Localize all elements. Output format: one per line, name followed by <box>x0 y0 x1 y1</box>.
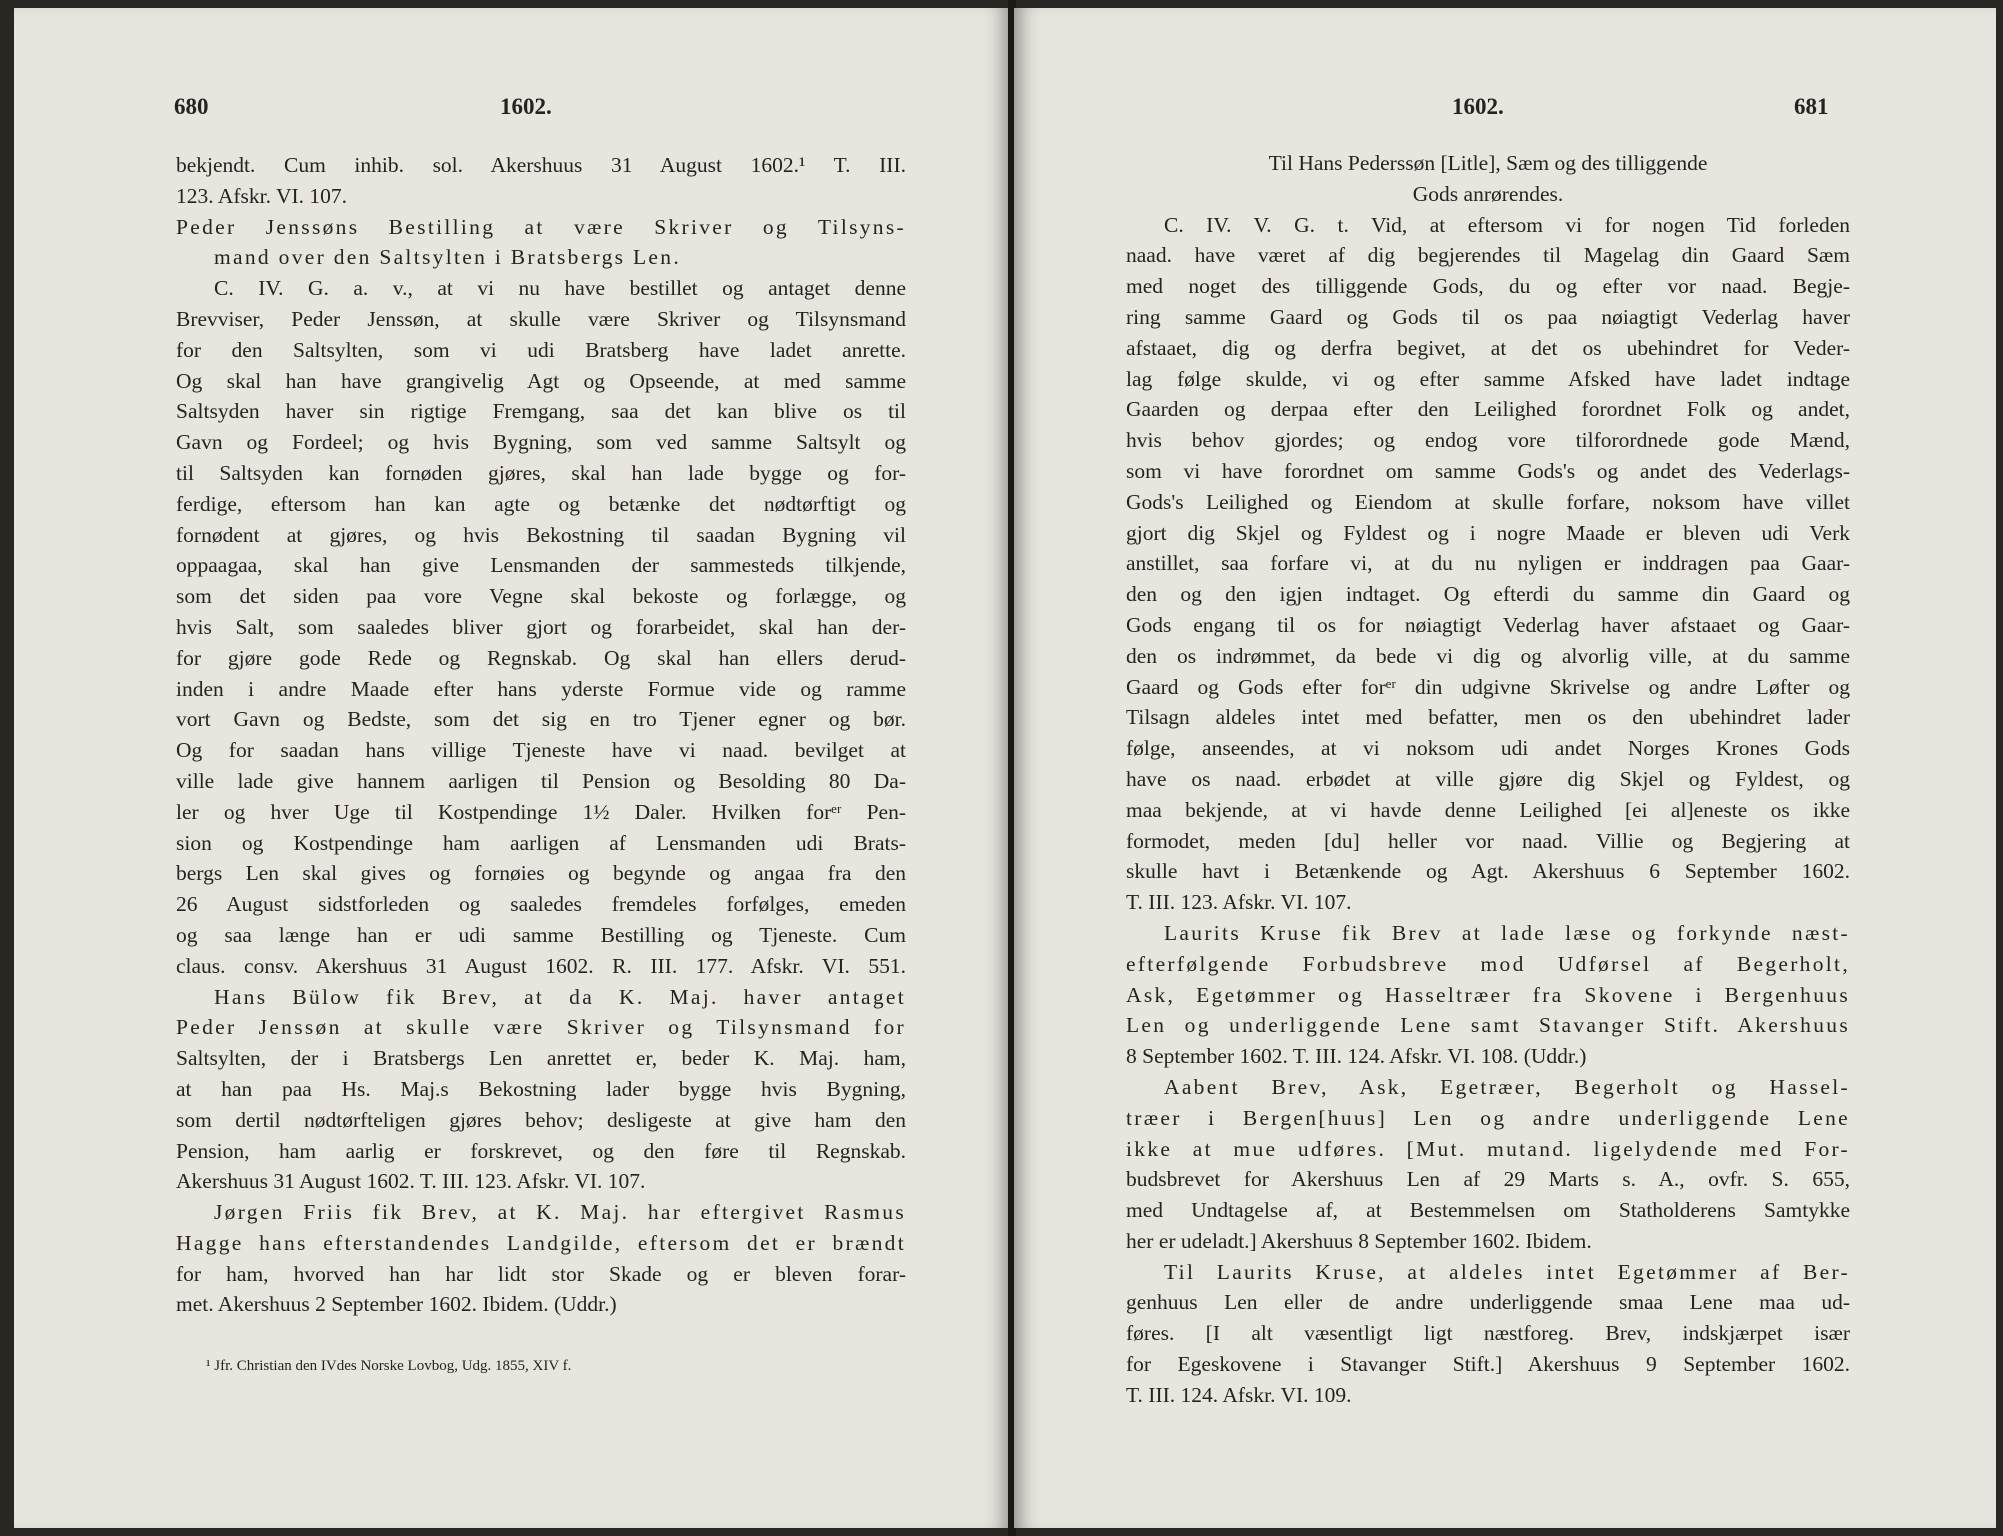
text-line: føres. [I alt væsentligt ligt næstforeg. Brev, indskjærpet især <box>1126 1321 1850 1346</box>
page-number: 681 <box>1794 94 1829 119</box>
text-line: Peder Jenssøns Bestilling at være Skriver og Tilsyns- <box>176 214 906 239</box>
page-number: 680 <box>174 94 209 119</box>
text-line: 8 September 1602. T. III. 124. Afskr. VI. 108. (Uddr.) <box>1126 1044 1587 1069</box>
text-line: naad. have været af dig begjerendes til Magelag din Gaard Sæm <box>1126 243 1850 268</box>
text-line: Len og underliggende Lene samt Stavanger Stift. Akershuus <box>1126 1013 1850 1038</box>
footnote: ¹ Jfr. Christian den IVdes Norske Lovbog, Udg. 1855, XIV f. <box>206 1358 572 1374</box>
text-line: Hagge hans efterstandendes Landgilde, eftersom det er brændt <box>176 1230 906 1255</box>
text-line: ferdige, eftersom han kan agte og betænke det nødtørftigt og <box>176 491 906 516</box>
text-line: oppaagaa, skal han give Lensmanden der sammesteds tilkjende, <box>176 553 906 578</box>
text-line: Akershuus 31 August 1602. T. III. 123. Afskr. VI. 107. <box>176 1169 646 1194</box>
text-line: genhuus Len eller de andre underliggende smaa Lene maa ud- <box>1126 1290 1850 1315</box>
text-line: Tilsagn aldeles intet med befatter, men os den ubehindret lader <box>1126 705 1850 730</box>
text-line: gjort dig Skjel og Fyldest og i nogre Maade er bleven udi Verk <box>1126 520 1850 545</box>
text-line: budsbrevet for Akershuus Len af 29 Marts s. A., ovfr. S. 655, <box>1126 1167 1850 1192</box>
text-line: Og skal han have grangivelig Agt og Opseende, at med samme <box>176 368 906 393</box>
text-line: for gjøre gode Rede og Regnskab. Og skal han ellers derud- <box>176 645 906 670</box>
right-page-text <box>1126 148 1850 1411</box>
text-line: vort Gavn og Bedste, som det sig en tro Tjener egner og bør. <box>176 707 906 732</box>
running-head: 1602. <box>1452 94 1504 119</box>
text-line: for ham, hvorved han har lidt stor Skade og er bleven forar- <box>176 1261 906 1286</box>
text-line: bergs Len skal gives og fornøies og begynde og angaa fra den <box>176 861 906 886</box>
text-line: Aabent Brev, Ask, Egetræer, Begerholt og Hassel- <box>1164 1074 1850 1099</box>
text-line: Gods anrørendes. <box>1412 181 1564 206</box>
text-line: Saltsyden haver sin rigtige Fremgang, saa det kan blive os til <box>176 399 906 424</box>
text-line: inden i andre Maade efter hans yderste Formue vide og ramme <box>176 676 906 701</box>
text-line: træer i Bergen[huus] Len og andre underliggende Lene <box>1126 1105 1850 1130</box>
text-line: Gods's Leilighed og Eiendom at skulle forfare, noksom have villet <box>1126 489 1850 514</box>
text-line: til Saltsyden kan fornøden gjøres, skal han lade bygge og for- <box>176 460 906 485</box>
text-line: at han paa Hs. Maj.s Bekostning lader bygge hvis Bygning, <box>176 1076 906 1101</box>
text-line: Gaarden og derpaa efter den Leilighed forordnet Folk og andet, <box>1126 397 1850 422</box>
text-line: den os indrømmet, da bede vi dig og alvorlig ville, at du samme <box>1126 643 1850 668</box>
text-line: Brevviser, Peder Jenssøn, at skulle være Skriver og Tilsynsmand <box>176 306 906 331</box>
text-line: Til Laurits Kruse, at aldeles intet Egetømmer af Ber- <box>1164 1259 1850 1284</box>
text-line: C. IV. G. a. v., at vi nu have bestillet og antaget denne <box>214 276 906 301</box>
text-line: som det siden paa vore Vegne skal bekoste og forlægge, og <box>176 584 906 609</box>
text-line: skulle havt i Betænkende og Agt. Akershuus 6 September 1602. <box>1126 859 1850 884</box>
text-line: Saltsylten, der i Bratsbergs Len anrettet er, beder K. Maj. ham, <box>176 1046 906 1071</box>
left-page-text <box>176 150 906 1320</box>
text-line: med Undtagelse af, at Bestemmelsen om Statholderens Samtykke <box>1126 1198 1850 1223</box>
text-line: efterfølgende Forbudsbreve mod Udførsel af Begerholt, <box>1126 951 1850 976</box>
text-line: 26 August sidstforleden og saaledes fremdeles forfølges, emeden <box>176 892 906 917</box>
text-line: maa bekjende, at vi havde denne Leilighed [ei al]eneste os ikke <box>1126 797 1850 822</box>
text-line: ikke at mue udføres. [Mut. mutand. ligelydende med For- <box>1126 1136 1850 1161</box>
text-line: Laurits Kruse fik Brev at lade læse og forkynde næst- <box>1164 920 1850 945</box>
text-line: som dertil nødtørfteligen gjøres behov; desligeste at give ham den <box>176 1107 906 1132</box>
text-line: 123. Afskr. VI. 107. <box>176 183 348 208</box>
running-head: 1602. <box>500 94 552 119</box>
text-line: formodet, meden [du] heller vor naad. Villie og Begjering at <box>1126 828 1850 853</box>
right-page <box>1014 8 1996 1528</box>
text-line: Gods engang til os for nøiagtigt Vederlag haver afstaaet og Gaar- <box>1126 612 1850 637</box>
text-line: bekjendt. Cum inhib. sol. Akershuus 31 August 1602.¹ T. III. <box>176 153 906 177</box>
text-line: have os naad. erbødet at ville gjøre dig Skjel og Fyldest, og <box>1126 766 1850 791</box>
text-line: Hans Bülow fik Brev, at da K. Maj. haver antaget <box>214 984 906 1009</box>
text-line: T. III. 123. Afskr. VI. 107. <box>1126 890 1352 915</box>
text-line: Gavn og Fordeel; og hvis Bygning, som ved samme Saltsylt og <box>176 430 906 455</box>
text-line: med noget des tilliggende Gods, du og efter vor naad. Begje- <box>1126 274 1850 299</box>
text-line: fornødent at gjøres, og hvis Bekostning til saadan Bygning vil <box>176 522 906 547</box>
text-line: sion og Kostpendinge ham aarligen af Lensmanden udi Brats- <box>176 830 906 855</box>
text-line: som vi have forordnet om samme Gods's og andet des Vederlags- <box>1126 458 1850 483</box>
text-line: her er udeladt.] Akershuus 8 September 1602. Ibidem. <box>1126 1228 1592 1253</box>
text-line: T. III. 124. Afskr. VI. 109. <box>1126 1382 1352 1407</box>
text-line: for den Saltsylten, som vi udi Bratsberg have ladet anrette. <box>176 337 906 362</box>
text-line: mand over den Saltsylten i Bratsbergs Len. <box>214 245 682 270</box>
text-line: anstillet, saa forfare vi, at du nu nyligen er inddragen paa Gaar- <box>1126 551 1850 576</box>
text-line: C. IV. V. G. t. Vid, at eftersom vi for nogen Tid forleden <box>1164 212 1850 237</box>
text-line: den og den igjen indtaget. Og efterdi du samme din Gaard og <box>1126 582 1850 607</box>
text-line: for Egeskovene i Stavanger Stift.] Akershuus 9 September 1602. <box>1126 1352 1850 1377</box>
text-line: ville lade give hannem aarligen til Pension og Besolding 80 Da- <box>176 768 906 793</box>
text-line: ler og hver Uge til Kostpendinge 1½ Daler. Hvilken forᵉʳ Pen- <box>176 799 906 824</box>
text-line: Peder Jenssøn at skulle være Skriver og Tilsynsmand for <box>176 1015 906 1040</box>
text-line: og saa længe han er udi samme Bestilling og Tjeneste. Cum <box>176 922 906 947</box>
text-line: følge, anseendes, at vi noksom udi andet Norges Krones Gods <box>1126 736 1850 761</box>
left-page <box>14 8 1010 1528</box>
text-line: lag følge skulde, vi og efter samme Afsked have ladet indtage <box>1126 366 1850 391</box>
text-line: afstaaet, dig og derfra begivet, at det os ubehindret for Veder- <box>1126 335 1850 360</box>
text-line: hvis behov gjordes; og endog vore tilforordnede gode Mænd, <box>1126 428 1850 453</box>
text-line: Og for saadan hans villige Tjeneste have vi naad. bevilget at <box>176 738 906 763</box>
text-line: Til Hans Pederssøn [Litle], Sæm og des tilliggende <box>1268 151 1708 175</box>
text-line: Pension, ham aarlig er forskrevet, og den føre til Regnskab. <box>176 1138 906 1163</box>
text-line: hvis Salt, som saaledes bliver gjort og forarbeidet, skal han der- <box>176 614 906 639</box>
text-line: Jørgen Friis fik Brev, at K. Maj. har eftergivet Rasmus <box>214 1200 906 1225</box>
text-line: Gaard og Gods efter forᵉʳ din udgivne Skrivelse og andre Løfter og <box>1126 674 1850 699</box>
text-line: ring samme Gaard og Gods til os paa nøiagtigt Vederlag haver <box>1126 304 1850 329</box>
text-line: met. Akershuus 2 September 1602. Ibidem. (Uddr.) <box>176 1292 617 1317</box>
text-line: claus. consv. Akershuus 31 August 1602. R. III. 177. Afskr. VI. 551. <box>176 953 906 978</box>
text-line: Ask, Egetømmer og Hasseltræer fra Skovene i Bergenhuus <box>1126 982 1850 1007</box>
